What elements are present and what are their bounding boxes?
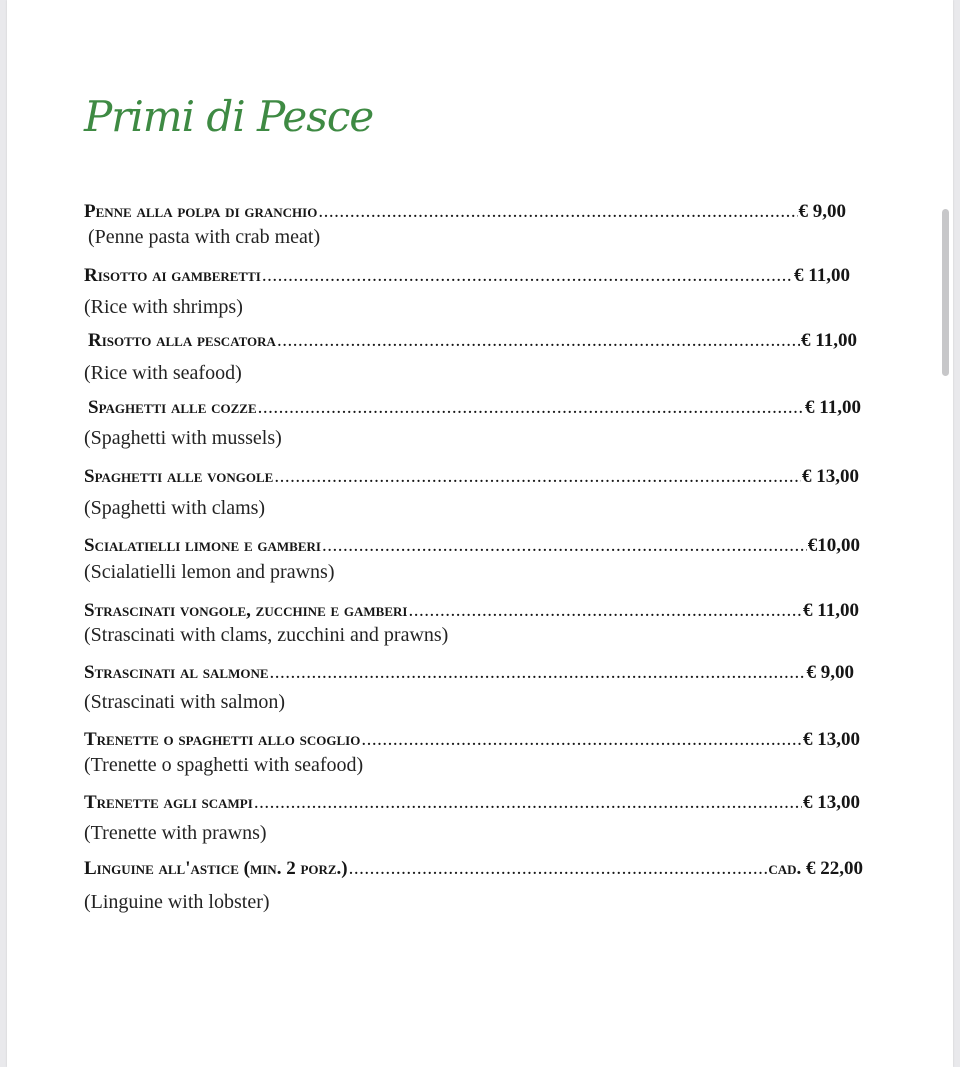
menu-item-name: Scialatielli limone e gamberi (84, 535, 321, 556)
menu-item-price: € 11,00 (803, 600, 859, 621)
menu-item-price: € 11,00 (805, 397, 861, 418)
menu-item-price: cad. € 22,00 (768, 858, 863, 879)
menu-item-name: Strascinati vongole, zucchine e gamberi (84, 600, 408, 621)
menu-item-description: (Penne pasta with crab meat) (88, 226, 321, 248)
menu-item-price: € 11,00 (801, 330, 857, 351)
dot-leader (318, 201, 797, 223)
menu-item-name: Risotto alla pescatora (88, 330, 276, 351)
menu-item-price: €10,00 (807, 535, 860, 556)
menu-item-description: (Rice with seafood) (84, 362, 242, 384)
menu-item-name: Risotto ai gamberetti (84, 265, 261, 286)
menu-item-description: (Scialatielli lemon and prawns) (84, 561, 335, 583)
dot-leader (258, 397, 804, 419)
menu-item-price: € 11,00 (794, 265, 850, 286)
menu-item-price: € 13,00 (802, 466, 859, 487)
menu-item-description: (Linguine with lobster) (84, 891, 270, 913)
menu-item-name: Linguine all'astice (min. 2 porz.) (84, 858, 348, 879)
menu-item-description: (Strascinati with clams, zucchini and prawns) (84, 624, 449, 646)
dot-leader (361, 729, 802, 751)
menu-item-name: Trenette o spaghetti allo scoglio (84, 729, 361, 750)
menu-item-price: € 13,00 (803, 729, 860, 750)
menu-item-description: (Trenette with prawns) (84, 822, 267, 844)
page-title: Primi di Pesce (84, 92, 374, 141)
menu-item-description: (Spaghetti with mussels) (84, 427, 282, 449)
dot-leader (262, 265, 793, 287)
menu-item-price: € 9,00 (806, 662, 854, 683)
dot-leader (274, 466, 801, 488)
menu-item-name: Trenette agli scampi (84, 792, 253, 813)
menu-item-price: € 9,00 (798, 201, 846, 222)
scrollbar[interactable] (942, 209, 949, 376)
menu-item-name: Spaghetti alle vongole (84, 466, 274, 487)
menu-item-price: € 13,00 (803, 792, 860, 813)
dot-leader (408, 600, 802, 622)
dot-leader (322, 535, 807, 557)
menu-item-description: (Spaghetti with clams) (84, 497, 266, 519)
dot-leader (254, 792, 802, 814)
dot-leader (270, 662, 806, 684)
menu-item-name: Penne alla polpa di granchio (84, 201, 318, 222)
dot-leader (349, 858, 768, 880)
menu-list (7, 0, 953, 1067)
menu-page (7, 0, 953, 1067)
menu-item-description: (Rice with shrimps) (84, 296, 243, 318)
dot-leader (277, 330, 800, 352)
menu-item-name: Spaghetti alle cozze (88, 397, 257, 418)
menu-item-description: (Trenette o spaghetti with seafood) (84, 754, 364, 776)
menu-item-description: (Strascinati with salmon) (84, 691, 286, 713)
menu-item-name: Strascinati al salmone (84, 662, 269, 683)
